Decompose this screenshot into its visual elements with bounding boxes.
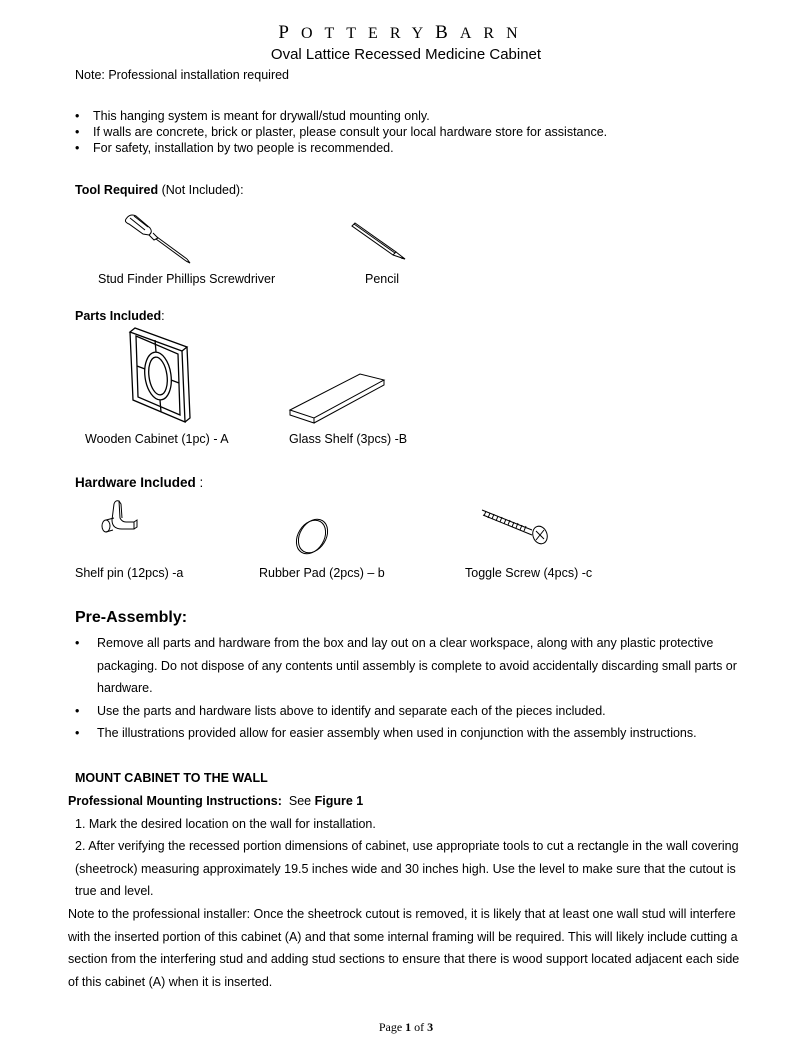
- hardware-label-shelf-pin: Shelf pin (12pcs) -a: [75, 566, 184, 580]
- parts-heading: Parts Included:: [75, 309, 165, 323]
- list-item: • This hanging system is meant for drywall/stud mounting only.: [75, 108, 607, 124]
- tool-label-pencil: Pencil: [365, 272, 400, 286]
- mount-step-2: 2. After verifying the recessed portion dimensions of cabinet, use appropriate tools to cut a rectangle in the wall covering (sheetrock) measuring approximately 19.5 inches wide and 30 inches high. Use the level to make sure that the cutout is true and level.: [75, 839, 739, 898]
- hardware-label-toggle-screw: Toggle Screw (4pcs) -c: [465, 566, 593, 580]
- screwdriver-icon: [120, 212, 200, 264]
- wooden-cabinet-icon: [125, 326, 195, 426]
- part-label-cabinet: Wooden Cabinet (1pc) - A: [85, 432, 229, 446]
- pre-assembly-heading: Pre-Assembly:: [75, 609, 188, 626]
- installer-note: Note to the professional installer: Once the sheetrock cutout is removed, it is likely that at least one wall stud will interfere with the inserted portion of this cabinet (A) and that some internal framing will be required. This will likely include cutting a section from the interfering stud and adding stud sections to ensure that there is wood support located adjacent each side of this cabinet (A) when it is inserted.: [68, 907, 740, 989]
- mounting-subheading: Professional Mounting Instructions: See Figure 1: [68, 794, 364, 808]
- glass-shelf-icon: [288, 370, 388, 425]
- pencil-icon: [350, 222, 410, 262]
- installation-note: Note: Professional installation required: [75, 68, 290, 82]
- hardware-label-rubber-pad: Rubber Pad (2pcs) – b: [259, 566, 385, 580]
- brand-logo: potterybarn: [278, 14, 530, 44]
- shelf-pin-icon: [100, 498, 140, 540]
- safety-bullets: [75, 108, 607, 156]
- mount-step-1: 1. Mark the desired location on the wall for installation.: [75, 817, 376, 831]
- tool-label-screwdriver: Stud Finder Phillips Screwdriver: [98, 272, 276, 286]
- mount-heading: MOUNT CABINET TO THE WALL: [75, 771, 268, 785]
- list-item: • Remove all parts and hardware from the box and lay out on a clear workspace, along with any plastic protective packaging. Do not dispose of any contents until assembly is complete to avoid accidentally discarding small parts or hardware.: [75, 632, 755, 700]
- toggle-screw-icon: [480, 506, 552, 546]
- list-item: • The illustrations provided allow for easier assembly when used in conjunction with the assembly instructions.: [75, 722, 755, 745]
- page-title: Oval Lattice Recessed Medicine Cabinet: [270, 46, 542, 63]
- hardware-heading: Hardware Included :: [75, 475, 204, 490]
- list-item: • Use the parts and hardware lists above to identify and separate each of the pieces included.: [75, 700, 755, 723]
- pre-assembly-list: [75, 632, 755, 745]
- list-item: • If walls are concrete, brick or plaster, please consult your local hardware store for assistance.: [75, 124, 607, 140]
- tools-heading: Tool Required (Not Included):: [75, 183, 244, 197]
- rubber-pad-icon: [292, 516, 332, 560]
- page-number: Page 1 of 3: [378, 1020, 434, 1034]
- list-item: • For safety, installation by two people is recommended.: [75, 140, 607, 156]
- part-label-glass-shelf: Glass Shelf (3pcs) -B: [289, 432, 408, 446]
